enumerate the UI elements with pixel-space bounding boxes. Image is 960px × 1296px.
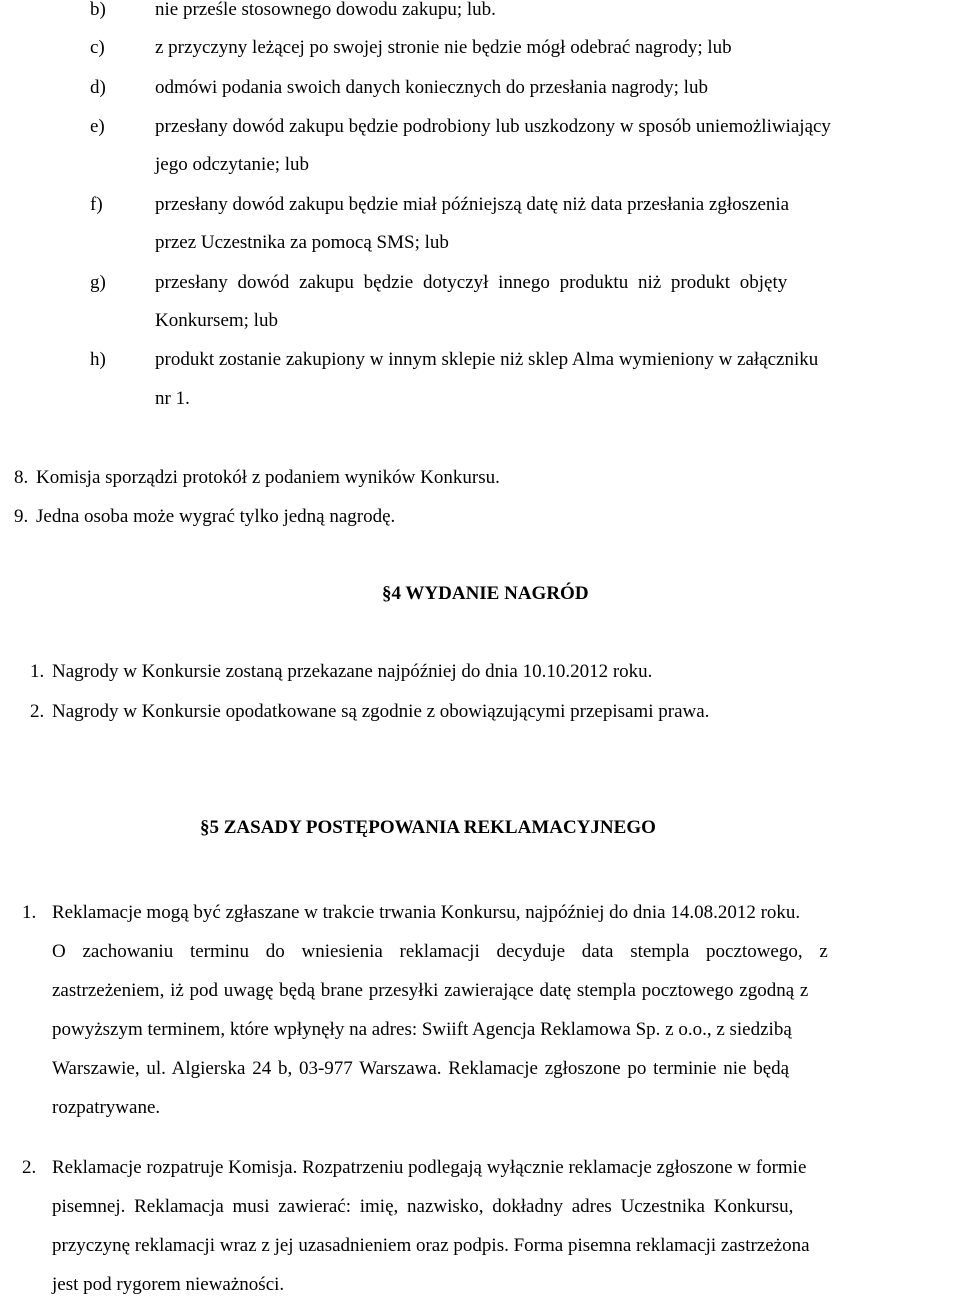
list-label-d: d) (90, 77, 106, 98)
section-4-item-2-number: 2. (30, 701, 45, 722)
section-5-item-1-line-5: Warszawie, ul. Algierska 24 b, 03-977 Warszawa. Reklamacje zgłoszone po terminie nie będą (52, 1058, 790, 1079)
list-item-e-line-2: jego odczytanie; lub (155, 154, 310, 175)
list-item-f-line-2: przez Uczestnika za pomocą SMS; lub (155, 232, 449, 253)
section-4-item-1-text: Nagrody w Konkursie zostaną przekazane najpóźniej do dnia 10.10.2012 roku. (52, 661, 653, 682)
section-5-item-1-line-3: zastrzeżeniem, iż pod uwagę będą brane przesyłki zawierające datę stempla pocztowego zgodną z (52, 980, 809, 1001)
list-item-g-line-1-text: przesłany dowód zakupu będzie dotyczył innego produktu niż produkt objęty (155, 272, 788, 293)
list-label-c: c) (90, 37, 105, 58)
point-9-text: Jedna osoba może wygrać tylko jedną nagrodę. (36, 506, 396, 527)
list-item-b-line-1: nie prześle stosownego dowodu zakupu; lub. (155, 0, 496, 20)
list-item-g-line-2: Konkursem; lub (155, 310, 278, 331)
section-5-item-2-line-2: pisemnej. Reklamacja musi zawierać: imię, nazwisko, dokładny adres Uczestnika Konkursu, (52, 1196, 794, 1217)
list-item-e-line-1: przesłany dowód zakupu będzie podrobiony lub uszkodzony w sposób uniemożliwiający (155, 116, 831, 137)
point-8-number: 8. (14, 467, 29, 488)
section-5-title: §5 ZASADY POSTĘPOWANIA REKLAMACYJNEGO (200, 817, 656, 838)
section-5-item-1-line-2: O zachowaniu terminu do wniesienia reklamacji decyduje data stempla pocztowego, z (52, 941, 828, 962)
list-label-e: e) (90, 116, 105, 137)
list-item-g-line-1 (155, 272, 956, 294)
section-5-item-1-line-6: rozpatrywane. (52, 1097, 161, 1118)
section-4-title: §4 WYDANIE NAGRÓD (382, 583, 589, 604)
section-5-item-2-number: 2. (22, 1157, 37, 1178)
section-5-item-2-line-1: Reklamacje rozpatruje Komisja. Rozpatrzeniu podlegają wyłącznie reklamacje zgłoszone w formie (52, 1157, 807, 1178)
point-8-text: Komisja sporządzi protokół z podaniem wyników Konkursu. (36, 467, 500, 488)
section-5-item-2-line-4: jest pod rygorem nieważności. (52, 1274, 285, 1295)
section-5-item-2-line-3: przyczynę reklamacji wraz z jej uzasadnieniem oraz podpis. Forma pisemna reklamacji zastrzeżona (52, 1235, 810, 1256)
list-item-h-line-1: produkt zostanie zakupiony w innym sklepie niż sklep Alma wymieniony w załączniku (155, 349, 819, 370)
list-label-b: b) (90, 0, 106, 20)
section-5-item-1-line-1: Reklamacje mogą być zgłaszane w trakcie trwania Konkursu, najpóźniej do dnia 14.08.2012 roku. (52, 902, 801, 923)
point-9-number: 9. (14, 506, 29, 527)
list-item-f-line-1: przesłany dowód zakupu będzie miał późniejszą datę niż data przesłania zgłoszenia (155, 194, 790, 215)
list-label-f: f) (90, 194, 103, 215)
section-4-item-2-text: Nagrody w Konkursie opodatkowane są zgodnie z obowiązującymi przepisami prawa. (52, 701, 710, 722)
list-label-g: g) (90, 272, 106, 293)
list-item-h-line-2: nr 1. (155, 388, 190, 409)
list-label-h: h) (90, 349, 106, 370)
section-5-item-1-line-4: powyższym terminem, które wpłynęły na adres: Swiift Agencja Reklamowa Sp. z o.o., z siedzibą (52, 1019, 792, 1040)
section-5-item-1-number: 1. (22, 902, 37, 923)
section-4-item-1-number: 1. (30, 661, 45, 682)
list-item-c-line-1: z przyczyny leżącej po swojej stronie nie będzie mógł odebrać nagrody; lub (155, 37, 732, 58)
list-item-d-line-1: odmówi podania swoich danych koniecznych do przesłania nagrody; lub (155, 77, 708, 98)
